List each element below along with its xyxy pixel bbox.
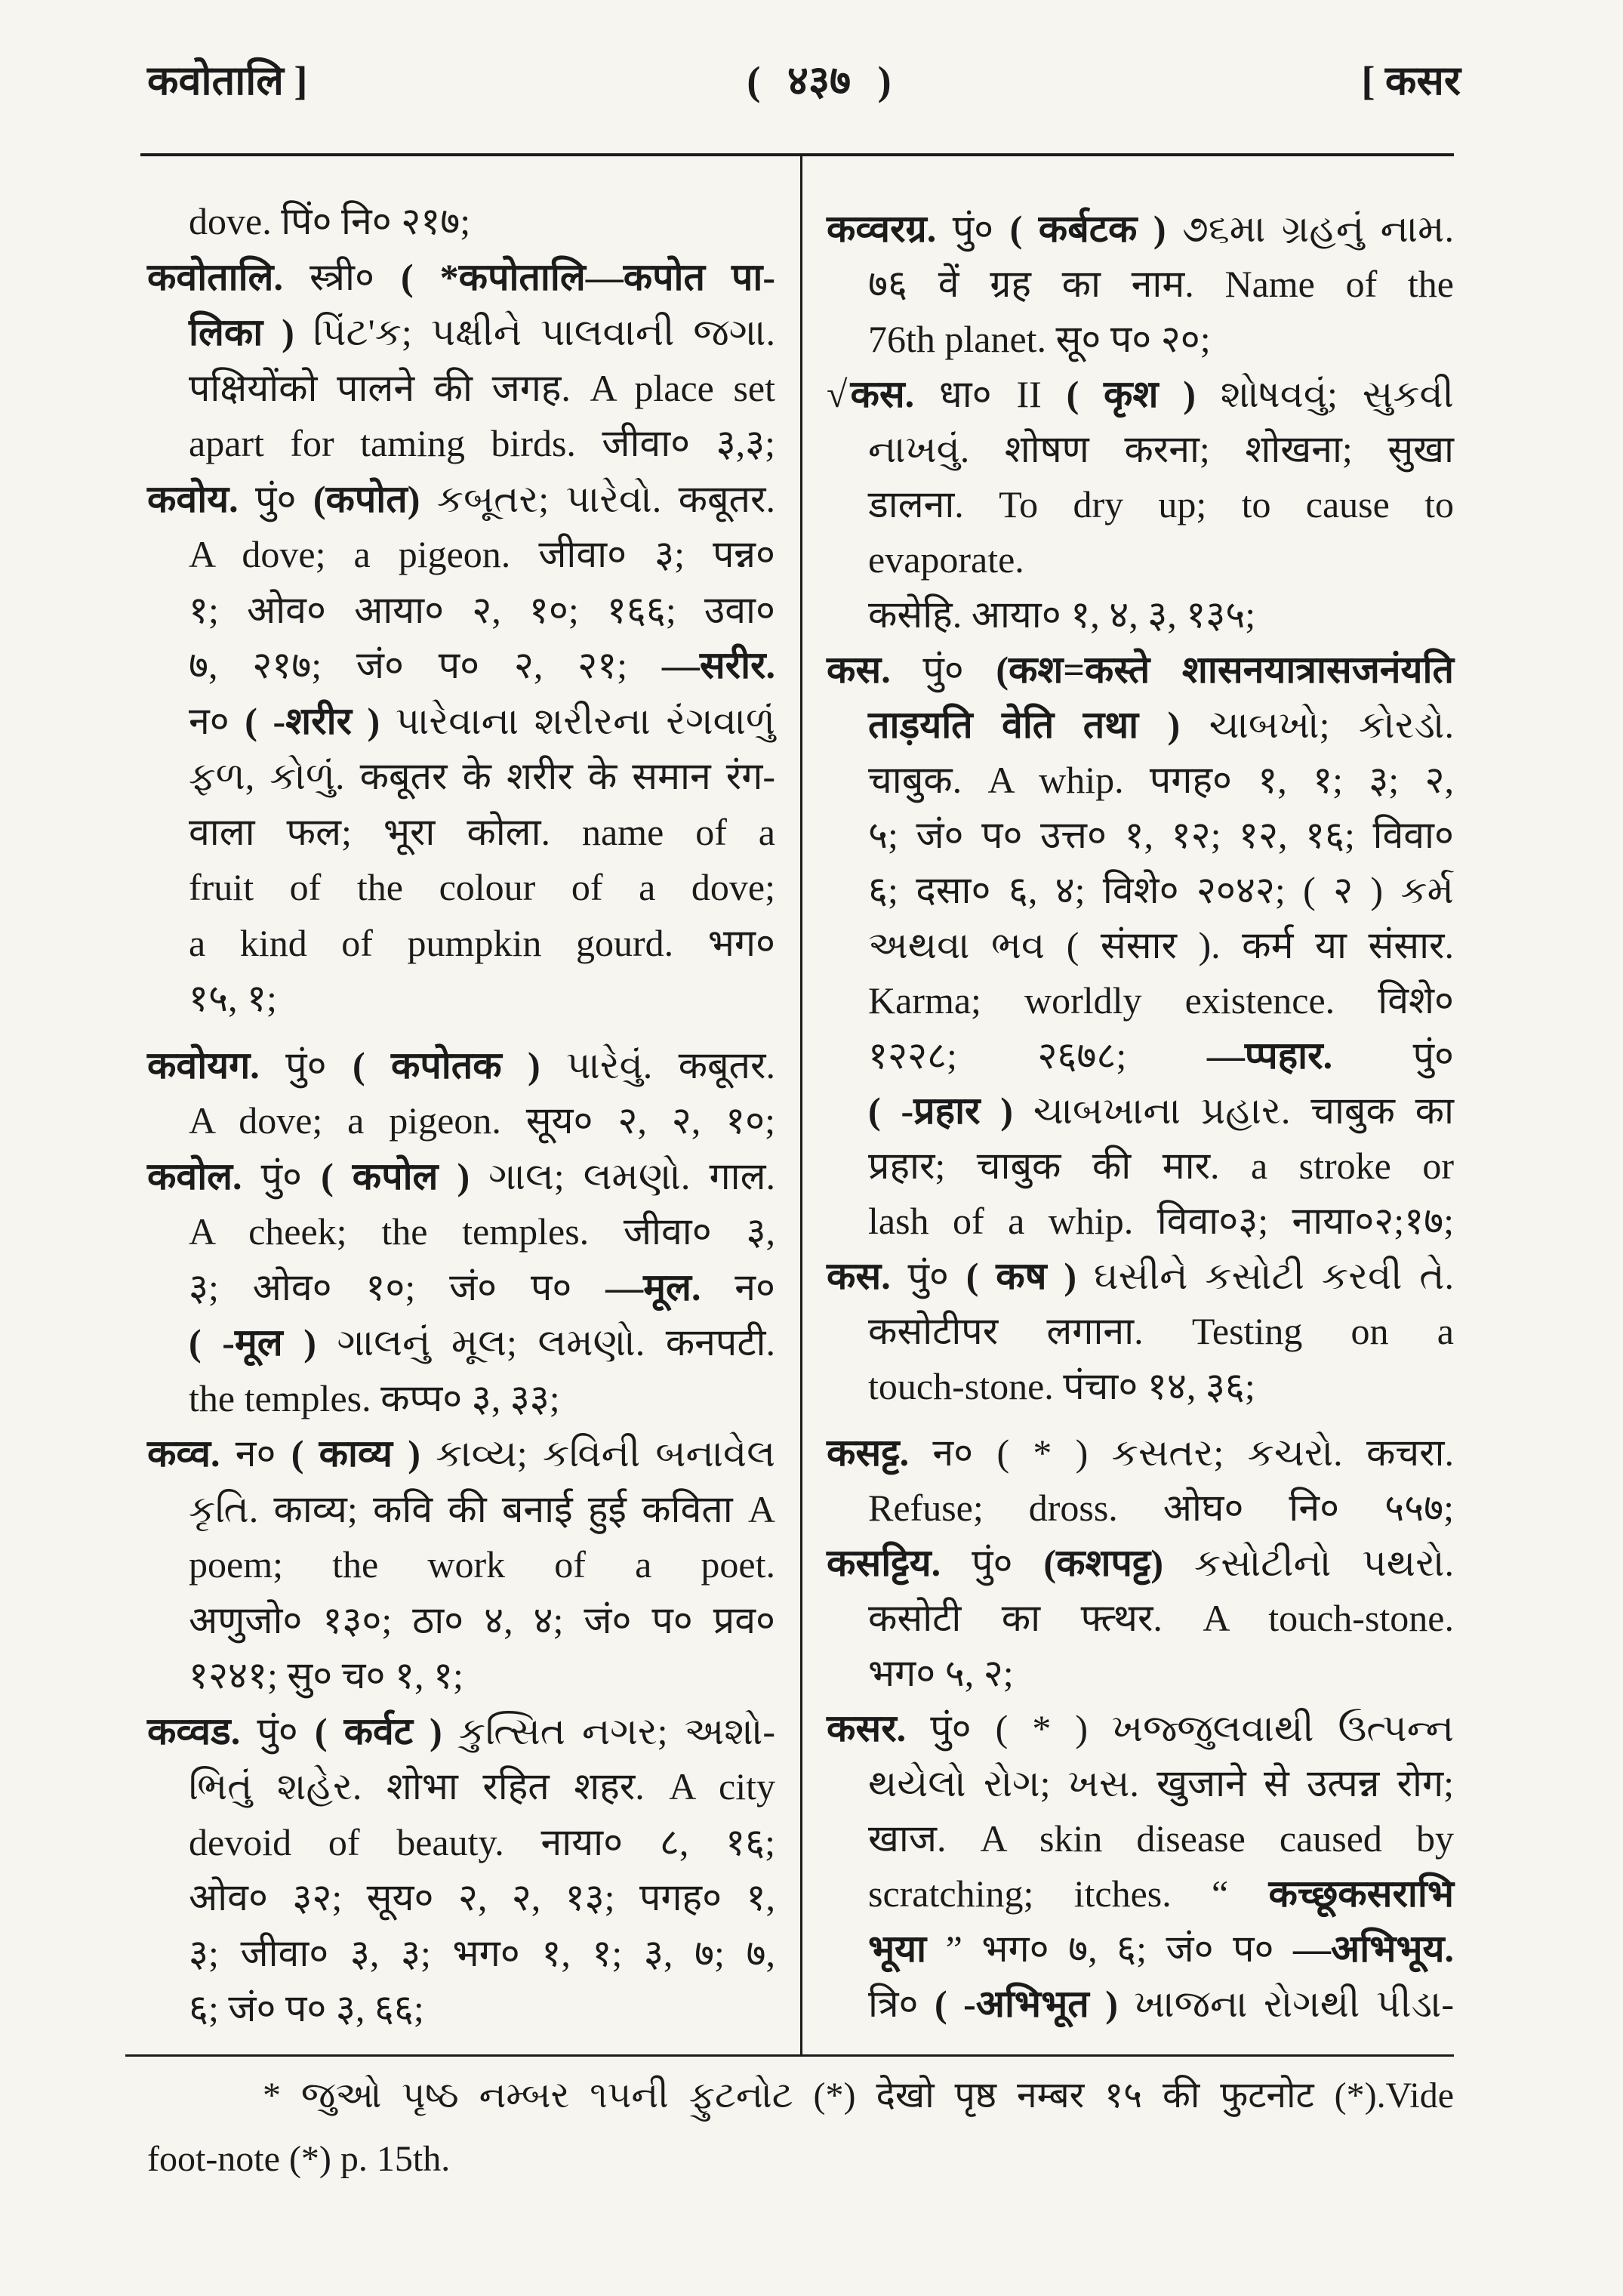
right-column-line (868, 973, 1454, 1028)
bold-text: ( कष ) (965, 1255, 1077, 1297)
line-text: न० ( * ) કસતર; કચરો. कचरा. (909, 1432, 1454, 1474)
bold-text: ( काव्य ) (291, 1432, 420, 1475)
header-rule (140, 153, 1454, 156)
line-text: ५; जं० प० उत्त० १, १२; १२, १६; विवा० (868, 814, 1454, 856)
line-text: ફળ, કોળું. कबूतर के शरीर के समान रंग- (189, 755, 775, 797)
headword: कस. (850, 373, 915, 415)
headword: कव्व. (147, 1432, 220, 1475)
line-content (189, 1204, 775, 1260)
left-column-line (189, 638, 775, 694)
bold-text: —प्पहार. (1206, 1034, 1333, 1077)
line-content (868, 477, 1454, 532)
line-content (189, 1870, 775, 1926)
running-head-first-word: कवोतालि ] (147, 58, 308, 103)
left-column-line (189, 1981, 775, 2037)
line-content (189, 527, 775, 583)
line-content (827, 202, 1454, 257)
line-text: १५, १; (189, 977, 277, 1019)
line-content (827, 1249, 1454, 1304)
line-text: पुं० (238, 477, 313, 520)
bold-text: ( कृश ) (1066, 373, 1196, 415)
line-content (868, 1083, 1454, 1139)
bold-text: (कशपट्ट) (1043, 1542, 1163, 1584)
bold-text: ( -शरीर ) (245, 699, 380, 742)
line-text: १; ओव० आया० २, १०; १६६; उवा० (189, 588, 775, 631)
line-text: A cheek; the temples. जीवा० ३, (189, 1210, 775, 1253)
line-content (868, 1194, 1454, 1249)
line-content (868, 257, 1454, 312)
line-content (868, 1359, 1255, 1414)
right-column-line (827, 202, 1454, 257)
right-column-line (868, 1139, 1454, 1194)
bold-text: ( कर्बटक ) (1009, 208, 1166, 250)
right-column-line (868, 1646, 1454, 1701)
line-text: અથવા ભવ ( संसार ). कर्म या संसार. (868, 924, 1454, 966)
line-text: प्रहार; चाबुक की मार. a stroke or (868, 1145, 1454, 1187)
line-content (189, 583, 775, 639)
line-text: lash of a whip. विवा०३; नाया०२;१७; (868, 1200, 1454, 1242)
line-text: a kind of pumpkin gourd. भग० (189, 921, 775, 964)
left-column-line (189, 1482, 775, 1538)
left-column-line (189, 749, 775, 805)
line-text: evaporate. (868, 538, 1024, 581)
line-content (189, 1926, 775, 1982)
line-text: कसेहि. आया० १, ४, ३, १३५; (868, 593, 1256, 636)
line-content (147, 472, 775, 528)
left-column-line (189, 583, 775, 639)
left-column-line (147, 1704, 775, 1760)
line-text: ૭૬મા ગ્રહનું નામ. (1166, 208, 1454, 250)
line-content (189, 1537, 775, 1593)
right-column-line (868, 257, 1454, 312)
right-column-line (827, 1701, 1454, 1756)
headword: कव्वरग्र. (827, 208, 937, 250)
bold-text: ( कर्वट ) (314, 1709, 442, 1752)
line-text: પારેવાના શરીરના રંગવાળું (380, 699, 775, 742)
line-content (189, 1648, 463, 1704)
right-column-line (868, 918, 1454, 973)
headword: कवोय. (147, 477, 239, 520)
line-content (868, 863, 1454, 918)
bold-text: भूया (868, 1928, 927, 1970)
line-text: poem; the work of a poet. (189, 1543, 775, 1586)
line-text: ભિતું શહેર. शोभा रहित शहर. A city (189, 1765, 775, 1808)
right-column-line (868, 532, 1454, 587)
headword: कवोयग. (147, 1043, 260, 1086)
footnote (147, 2064, 1454, 2191)
line-content (827, 1425, 1454, 1481)
line-content (147, 1704, 775, 1760)
footnote-line (263, 2064, 1454, 2128)
bold-text: ( कपोतक ) (352, 1043, 540, 1086)
left-column-line (147, 1038, 775, 1094)
left-column-line (189, 194, 775, 250)
line-content (189, 916, 775, 972)
left-column-line (189, 860, 775, 916)
line-content (868, 1304, 1454, 1359)
left-column-line (189, 1371, 775, 1427)
right-column-line (868, 1194, 1454, 1249)
bold-text: ( -अभिभूत ) (935, 1983, 1118, 2025)
bold-text: ( -मूल ) (189, 1321, 316, 1364)
right-column-line (868, 698, 1454, 753)
right-column-line (868, 1977, 1454, 2032)
line-text: त्रि० (868, 1983, 935, 2025)
line-content (868, 918, 1454, 973)
bold-text: ( कपोल ) (321, 1154, 470, 1197)
line-text: ચાબખો; કોરડો. (1180, 704, 1454, 746)
line-text: શોષવવું; સુકવી (1195, 373, 1454, 415)
left-column (147, 194, 775, 2037)
line-text: dove. पिं० नि० २१७; (189, 200, 471, 242)
line-text: fruit of the colour of a dove; (189, 866, 775, 908)
line-text: वाला फल; भूरा कोला. name of a (189, 810, 775, 853)
line-text: કાવ્ય; કવિની બનાવેલ (420, 1432, 775, 1475)
line-content (868, 1139, 1454, 1194)
bold-text: ( *कपोतालि—कपोत पा- (401, 255, 775, 298)
line-content (189, 1759, 775, 1815)
line-text: નાખવું. शोषण करना; शोखना; सुखा (868, 428, 1454, 470)
right-column-line (827, 643, 1454, 698)
left-column-line (189, 1759, 775, 1815)
line-content (868, 1866, 1454, 1922)
line-content (189, 638, 775, 694)
footnote-rule (125, 2054, 1454, 2057)
line-text: पक्षियोंको पालने की जगह. A place set (189, 366, 775, 409)
line-content (827, 367, 1454, 422)
line-content (827, 643, 1454, 698)
line-text: ६; दसा० ६, ४; विशे० २०४२; ( २ ) કર્મ (868, 869, 1454, 911)
headword: कसट्टिय. (827, 1542, 941, 1584)
right-column-line (868, 808, 1454, 863)
line-content (189, 749, 775, 805)
headword: कस. (827, 649, 891, 691)
right-column-line (868, 1591, 1454, 1646)
left-column-line (189, 1593, 775, 1649)
line-text: apart for taming birds. जीवा० ३,३; (189, 422, 775, 464)
line-content (189, 1093, 775, 1149)
line-content (868, 1028, 1454, 1083)
line-text: न० (701, 1265, 776, 1308)
line-content (189, 416, 775, 472)
line-content (147, 1038, 775, 1094)
right-column-line (868, 1922, 1454, 1977)
line-text: पुं० (1332, 1034, 1454, 1077)
line-text: पुं० (259, 1043, 353, 1086)
bold-text: कच्छूकसराभि (1268, 1872, 1454, 1915)
line-text: કૃતિ. काव्य; कवि की बनाई हुई कविता A (189, 1487, 775, 1530)
line-content (189, 1482, 775, 1538)
line-text: devoid of beauty. नाया० ८, १६; (189, 1820, 775, 1863)
line-text: पुं० (240, 1709, 315, 1752)
line-text: ગાલનું મૂલ; લમણો. कनपटी. (316, 1321, 775, 1364)
line-content (868, 698, 1454, 753)
right-column-line (827, 1249, 1454, 1304)
check-mark: √ (827, 373, 848, 415)
bold-text: —मूल. (605, 1265, 701, 1308)
bold-text: (कपोत) (313, 477, 420, 520)
line-content (868, 587, 1255, 643)
left-column-line (147, 250, 775, 306)
line-text: કુત્સિત નગર; અશો- (442, 1709, 776, 1752)
line-content (147, 250, 775, 306)
line-content (189, 1981, 424, 2037)
headword: कस. (827, 1255, 891, 1297)
line-content (868, 1922, 1454, 1977)
left-column-line (147, 1426, 775, 1482)
left-column-line (189, 1815, 775, 1871)
line-text: touch-stone. पंचा० १४, ३६; (868, 1365, 1255, 1407)
left-column-line (189, 527, 775, 583)
line-content (147, 1149, 775, 1205)
right-column-line (868, 753, 1454, 808)
left-column-line (189, 1204, 775, 1260)
running-head-last-word: [ कसर (1361, 58, 1461, 103)
bold-text: —सरीर. (661, 644, 775, 686)
line-content (189, 1260, 775, 1316)
headword: कसर. (827, 1707, 907, 1749)
line-text: કબૂતર; પારેવો. कबूतर. (420, 477, 775, 520)
right-column-line (868, 477, 1454, 532)
right-column-line (868, 1756, 1454, 1811)
left-column-line (147, 472, 775, 528)
line-content (868, 1646, 1014, 1701)
line-text: ३; ओव० १०; जं० प० (189, 1265, 606, 1308)
left-column-line (189, 305, 775, 361)
line-text: चाबुक. A whip. पगह० १, १; ३; २, (868, 759, 1454, 801)
line-content (868, 808, 1454, 863)
headword: कवोल. (147, 1154, 242, 1197)
line-content (868, 1481, 1454, 1536)
line-text: ઘસીને કસોટી કરવી તે. (1076, 1255, 1454, 1297)
left-column-line (189, 416, 775, 472)
line-text: कसोटीपर लगाना. Testing on a (868, 1310, 1454, 1352)
line-text: Karma; worldly existence. विशे० (868, 979, 1454, 1022)
right-column-line (868, 1866, 1454, 1922)
right-column-line (868, 1811, 1454, 1866)
line-text: ” भग० ७, ६; जं० प० (926, 1928, 1294, 1970)
line-text: ३; जीवा० ३, ३; भग० १, १; ३, ७; ७, (189, 1931, 775, 1974)
right-column-line (868, 1359, 1454, 1414)
line-content (868, 753, 1454, 808)
line-content (868, 422, 1454, 477)
line-text: ७, २१७; जं० प० २, २१; (189, 644, 662, 686)
bold-text: लिका ) (189, 311, 294, 353)
line-content (189, 194, 470, 250)
right-column-line (868, 1028, 1454, 1083)
line-text: न० (220, 1432, 291, 1475)
right-column-line (868, 1304, 1454, 1359)
line-content (189, 1371, 560, 1427)
line-content (189, 305, 775, 361)
headword: कसट्ट. (827, 1432, 910, 1474)
line-text: પારેવું. कबूतर. (540, 1043, 775, 1086)
right-column-line (827, 367, 1454, 422)
line-text: पुं० (242, 1154, 322, 1197)
bold-text: ( -प्रहार ) (868, 1089, 1013, 1132)
line-text: १२२८; २६७८; (868, 1034, 1207, 1077)
line-content (189, 1593, 775, 1649)
line-content (189, 860, 775, 916)
line-text: ચાબખાના પ્રહાર. चाबुक का (1012, 1089, 1454, 1132)
left-column-line (189, 1315, 775, 1371)
right-column-line (868, 1481, 1454, 1536)
line-text: न० (189, 699, 245, 742)
line-text: ओव० ३२; सूय० २, २, १३; पगह० १, (189, 1876, 775, 1918)
right-column-line (868, 422, 1454, 477)
left-column-line (189, 916, 775, 972)
left-column-line (189, 971, 775, 1027)
left-column-line (189, 1093, 775, 1149)
line-text: पुं० (936, 208, 1010, 250)
line-content (868, 1591, 1454, 1646)
left-column-line (189, 1648, 775, 1704)
line-text: अणुजो० १३०; ठा० ४, ४; जं० प० प्रव० (189, 1598, 775, 1641)
line-text: ખાજના રોગથી પીડા- (1117, 1983, 1454, 2025)
bold-text: ताड़यति वेति तथा ) (868, 704, 1181, 746)
left-column-line (189, 1870, 775, 1926)
line-text: કસોટીનો પથરો. (1163, 1542, 1454, 1584)
line-text: ७६ वें ग्रह का नाम. Name of the (868, 263, 1454, 305)
right-column-line (868, 1083, 1454, 1139)
line-content (147, 1426, 775, 1482)
bold-text: (कश=कस्ते शासनयात्रासजनंयति (996, 649, 1454, 691)
page-number: ( ४३७ ) (747, 58, 892, 103)
line-text: पुं० (890, 1255, 966, 1297)
line-content (189, 694, 775, 750)
line-text: भग० ५, २; (868, 1652, 1014, 1694)
left-column-line (147, 1149, 775, 1205)
line-content (868, 532, 1024, 587)
line-text: धा० II (914, 373, 1067, 415)
line-text: the temples. कप्प० ३, ३३; (189, 1376, 560, 1419)
footnote-text: * જુઓ પૃષ્ઠ નમ્બર ૧૫ની ફુટનોટ (*) देखो पृष्ठ नम्बर १५ की फुटनोट (*).Vide (263, 2076, 1454, 2116)
line-content (189, 1815, 775, 1871)
line-text: डालना. To dry up; to cause to (868, 483, 1454, 525)
line-content (189, 805, 775, 861)
line-text: થયેલો રોગ; ખસ. खुजाने से उत्पन्न रोग; (868, 1762, 1454, 1804)
left-column-line (189, 694, 775, 750)
line-content (827, 1536, 1454, 1591)
line-text: A dove; a pigeon. जीवा० ३; पन्न० (189, 533, 775, 575)
line-text: खाज. A skin disease caused by (868, 1817, 1454, 1860)
left-column-line (189, 805, 775, 861)
line-text: પિંટ'ક; પક્ષીને પાલવાની જગા. (294, 311, 775, 353)
bold-text: —अभिभूय. (1293, 1928, 1454, 1970)
line-content (868, 1811, 1454, 1866)
line-text: कसोटी का फ्त्थर. A touch-stone. (868, 1597, 1454, 1639)
right-column-line (868, 863, 1454, 918)
right-column (827, 202, 1454, 2032)
left-column-line (189, 1926, 775, 1982)
line-text: Refuse; dross. ओघ० नि० ५५७; (868, 1487, 1454, 1529)
line-text: 76th planet. सू० प० २०; (868, 318, 1211, 360)
line-text: ६; जं० प० ३, ६६; (189, 1987, 424, 2029)
line-text: पुं० ( * ) ખજ્જુલવાથી ઉત્પન્ન (906, 1707, 1454, 1749)
left-column-line (189, 1260, 775, 1316)
line-content (868, 973, 1454, 1028)
line-content (189, 971, 277, 1027)
footnote-text: foot-note (*) p. 15th. (147, 2139, 451, 2179)
left-column-line (189, 1537, 775, 1593)
line-content (868, 312, 1211, 367)
column-divider (800, 155, 802, 2056)
line-text: स्त्री० (282, 255, 401, 298)
line-content (189, 361, 775, 417)
right-column-line (868, 312, 1454, 367)
line-text: पुं० (890, 649, 996, 691)
right-column-line (827, 1425, 1454, 1481)
line-text: पुं० (941, 1542, 1044, 1584)
right-column-line (827, 1536, 1454, 1591)
headword: कव्वड. (147, 1709, 241, 1752)
line-content (189, 1315, 775, 1371)
line-content (868, 1977, 1454, 2032)
line-content (868, 1756, 1454, 1811)
line-content (827, 1701, 1454, 1756)
line-text: ગાલ; લમણો. गाल. (470, 1154, 775, 1197)
line-text: scratching; itches. “ (868, 1872, 1269, 1915)
right-column-line (868, 587, 1454, 643)
footnote-line (147, 2128, 1454, 2191)
left-column-line (189, 361, 775, 417)
line-text: A dove; a pigeon. सूय० २, २, १०; (189, 1099, 775, 1142)
line-text: १२४१; सु० च० १, १; (189, 1654, 463, 1697)
headword: कवोतालि. (147, 255, 283, 298)
